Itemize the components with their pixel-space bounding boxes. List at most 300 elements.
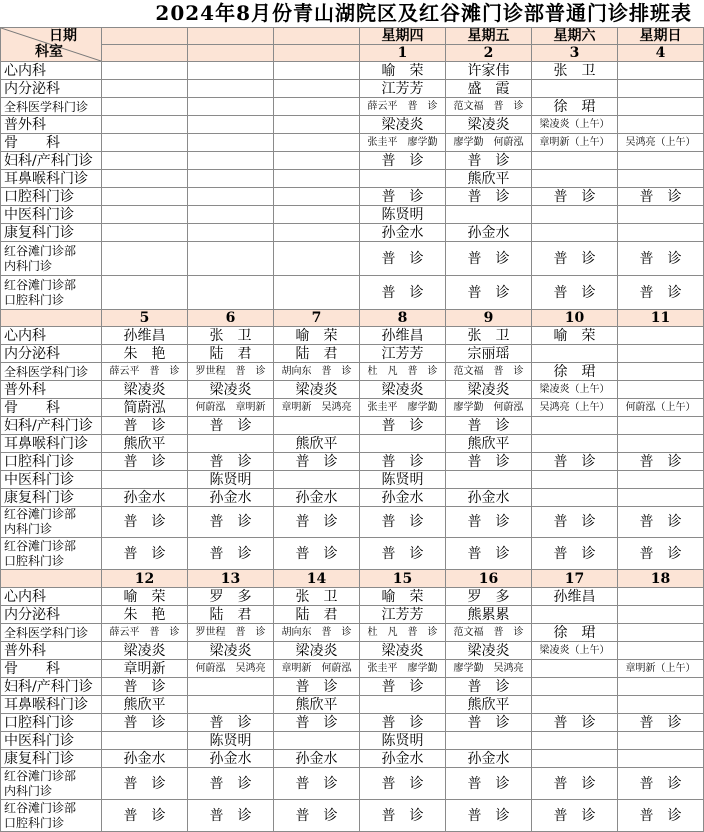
schedule-cell	[188, 80, 274, 98]
schedule-cell: 江芳芳	[360, 606, 446, 624]
schedule-cell: 普 诊	[532, 276, 618, 310]
schedule-cell	[618, 732, 704, 750]
date-cell: 6	[188, 310, 274, 327]
department-label: 妇科/产科门诊	[0, 678, 102, 696]
schedule-cell	[618, 206, 704, 224]
schedule-cell: 陆 君	[274, 606, 360, 624]
schedule-cell: 普 诊	[532, 242, 618, 276]
schedule-cell	[188, 98, 274, 116]
schedule-cell: 普 诊	[532, 800, 618, 832]
schedule-cell: 章明新 吴鸿亮	[274, 399, 360, 417]
schedule-cell	[274, 188, 360, 206]
schedule-cell	[618, 381, 704, 399]
schedule-cell	[446, 206, 532, 224]
schedule-cell: 普 诊	[618, 800, 704, 832]
schedule-cell	[360, 696, 446, 714]
schedule-cell: 孙金水	[102, 750, 188, 768]
schedule-cell	[618, 62, 704, 80]
schedule-cell	[532, 750, 618, 768]
schedule-cell: 普 诊	[274, 714, 360, 732]
schedule-cell	[618, 152, 704, 170]
schedule-cell	[618, 417, 704, 435]
schedule-cell	[274, 276, 360, 310]
schedule-cell: 普 诊	[102, 800, 188, 832]
department-label: 康复科门诊	[0, 224, 102, 242]
schedule-cell	[360, 170, 446, 188]
schedule-cell: 普 诊	[618, 507, 704, 538]
schedule-cell: 徐 珺	[532, 98, 618, 116]
schedule-cell: 张 卫	[188, 327, 274, 345]
department-label: 普外科	[0, 116, 102, 134]
schedule-cell: 普 诊	[360, 507, 446, 538]
department-label: 红谷滩门诊部 内科门诊	[0, 507, 102, 538]
schedule-cell	[618, 116, 704, 134]
schedule-cell	[360, 435, 446, 453]
date-cell: 18	[618, 570, 704, 588]
schedule-cell: 普 诊	[446, 242, 532, 276]
schedule-cell: 陈贤明	[360, 732, 446, 750]
schedule-cell	[188, 435, 274, 453]
schedule-cell	[274, 80, 360, 98]
schedule-cell	[102, 242, 188, 276]
schedule-cell: 孙金水	[360, 750, 446, 768]
schedule-cell: 陆 君	[188, 606, 274, 624]
schedule-cell: 何蔚泓 章明新	[188, 399, 274, 417]
date-cell: 8	[360, 310, 446, 327]
schedule-cell: 普 诊	[360, 276, 446, 310]
schedule-cell	[102, 80, 188, 98]
schedule-cell: 江芳芳	[360, 80, 446, 98]
department-label: 耳鼻喉科门诊	[0, 435, 102, 453]
date-header-label: 日期	[49, 28, 77, 44]
schedule-cell	[274, 134, 360, 152]
schedule-cell	[188, 224, 274, 242]
schedule-cell: 孙金水	[188, 489, 274, 507]
schedule-cell	[102, 224, 188, 242]
schedule-cell: 吴鸿亮（上午）	[532, 399, 618, 417]
schedule-cell: 孙维昌	[360, 327, 446, 345]
schedule-cell: 梁凌炎（上午）	[532, 642, 618, 660]
schedule-cell	[274, 471, 360, 489]
schedule-cell: 普 诊	[446, 188, 532, 206]
weekday-cell: 星期日	[618, 28, 704, 45]
schedule-cell: 普 诊	[102, 678, 188, 696]
schedule-cell: 普 诊	[446, 800, 532, 832]
schedule-cell	[188, 276, 274, 310]
schedule-cell: 普 诊	[618, 276, 704, 310]
department-header-label: 科室	[35, 44, 63, 60]
date-cell	[102, 45, 188, 62]
schedule-cell: 孙金水	[188, 750, 274, 768]
department-label: 心内科	[0, 327, 102, 345]
schedule-cell: 孙金水	[274, 489, 360, 507]
schedule-cell	[618, 327, 704, 345]
schedule-cell: 梁凌炎	[188, 642, 274, 660]
schedule-cell: 孙维昌	[532, 588, 618, 606]
weekday-cell	[274, 28, 360, 45]
schedule-cell: 普 诊	[102, 417, 188, 435]
department-label: 红谷滩门诊部 口腔科门诊	[0, 276, 102, 310]
schedule-cell: 徐 珺	[532, 624, 618, 642]
schedule-cell	[618, 363, 704, 381]
department-label: 全科医学科门诊	[0, 98, 102, 116]
schedule-cell: 普 诊	[446, 152, 532, 170]
schedule-cell	[274, 206, 360, 224]
department-label: 康复科门诊	[0, 750, 102, 768]
schedule-cell	[274, 62, 360, 80]
schedule-cell	[102, 732, 188, 750]
schedule-cell: 熊累累	[446, 606, 532, 624]
schedule-cell: 普 诊	[274, 678, 360, 696]
department-label: 中医科门诊	[0, 471, 102, 489]
schedule-cell: 普 诊	[532, 538, 618, 570]
schedule-cell: 罗世程 普 诊	[188, 624, 274, 642]
schedule-cell: 罗 多	[188, 588, 274, 606]
schedule-cell: 普 诊	[618, 714, 704, 732]
schedule-cell: 普 诊	[102, 538, 188, 570]
schedule-cell	[188, 170, 274, 188]
date-cell	[188, 45, 274, 62]
schedule-cell	[102, 134, 188, 152]
schedule-cell	[532, 471, 618, 489]
date-cell: 12	[102, 570, 188, 588]
schedule-cell: 熊欣平	[446, 696, 532, 714]
date-cell: 5	[102, 310, 188, 327]
schedule-cell: 张圭平 廖学勤	[360, 660, 446, 678]
schedule-cell	[274, 732, 360, 750]
schedule-cell	[532, 696, 618, 714]
schedule-cell: 普 诊	[618, 768, 704, 800]
schedule-cell	[188, 116, 274, 134]
schedule-cell	[274, 224, 360, 242]
schedule-cell: 范文福 普 诊	[446, 98, 532, 116]
department-label: 康复科门诊	[0, 489, 102, 507]
schedule-cell: 普 诊	[532, 453, 618, 471]
schedule-cell	[618, 750, 704, 768]
schedule-cell	[618, 224, 704, 242]
date-cell	[274, 45, 360, 62]
schedule-cell: 章明新	[102, 660, 188, 678]
schedule-cell	[618, 489, 704, 507]
schedule-cell	[188, 206, 274, 224]
department-label: 普外科	[0, 642, 102, 660]
schedule-cell: 梁凌炎	[360, 642, 446, 660]
schedule-cell: 张 卫	[446, 327, 532, 345]
schedule-cell	[618, 98, 704, 116]
schedule-cell	[532, 224, 618, 242]
schedule-cell	[618, 80, 704, 98]
weekday-cell: 星期六	[532, 28, 618, 45]
schedule-cell: 孙金水	[360, 224, 446, 242]
schedule-cell	[618, 606, 704, 624]
schedule-cell: 章明新（上午）	[532, 134, 618, 152]
department-label: 全科医学科门诊	[0, 624, 102, 642]
department-label: 内分泌科	[0, 606, 102, 624]
schedule-cell	[618, 678, 704, 696]
schedule-cell	[618, 435, 704, 453]
schedule-cell: 普 诊	[446, 453, 532, 471]
schedule-cell	[618, 170, 704, 188]
date-row-blank	[0, 570, 102, 588]
schedule-cell: 张 卫	[274, 588, 360, 606]
schedule-cell	[102, 188, 188, 206]
department-label: 骨 科	[0, 660, 102, 678]
schedule-cell: 梁凌炎	[274, 381, 360, 399]
schedule-cell	[532, 732, 618, 750]
schedule-cell: 喻 荣	[360, 588, 446, 606]
schedule-cell: 何蔚泓 吴鸿亮	[188, 660, 274, 678]
schedule-cell: 陆 君	[274, 345, 360, 363]
date-cell: 10	[532, 310, 618, 327]
schedule-cell: 孙金水	[102, 489, 188, 507]
schedule-cell: 普 诊	[188, 768, 274, 800]
schedule-cell: 廖学勤 何蔚泓	[446, 399, 532, 417]
weekday-cell	[102, 28, 188, 45]
schedule-cell	[532, 435, 618, 453]
date-cell: 1	[360, 45, 446, 62]
schedule-cell: 章明新（上午）	[618, 660, 704, 678]
schedule-cell	[188, 242, 274, 276]
schedule-cell: 普 诊	[446, 276, 532, 310]
schedule-cell: 梁凌炎	[102, 381, 188, 399]
department-label: 红谷滩门诊部 口腔科门诊	[0, 538, 102, 570]
schedule-cell: 朱 艳	[102, 345, 188, 363]
schedule-cell	[102, 276, 188, 310]
schedule-cell: 普 诊	[618, 538, 704, 570]
schedule-cell: 梁凌炎	[102, 642, 188, 660]
schedule-cell	[618, 588, 704, 606]
date-cell: 14	[274, 570, 360, 588]
schedule-cell: 普 诊	[446, 507, 532, 538]
schedule-cell	[188, 696, 274, 714]
schedule-cell: 普 诊	[360, 453, 446, 471]
schedule-cell: 陈贤明	[360, 206, 446, 224]
schedule-cell	[446, 471, 532, 489]
schedule-cell: 张圭平 廖学勤	[360, 134, 446, 152]
schedule-cell: 薛云平 普 诊	[360, 98, 446, 116]
schedule-cell: 普 诊	[188, 538, 274, 570]
schedule-cell: 薛云平 普 诊	[102, 363, 188, 381]
schedule-cell: 吴鸿亮（上午）	[618, 134, 704, 152]
department-label: 普外科	[0, 381, 102, 399]
schedule-cell: 普 诊	[102, 507, 188, 538]
schedule-cell	[532, 489, 618, 507]
schedule-cell: 孙金水	[446, 224, 532, 242]
schedule-cell	[618, 345, 704, 363]
date-cell: 3	[532, 45, 618, 62]
department-label: 红谷滩门诊部 内科门诊	[0, 768, 102, 800]
schedule-cell: 章明新 何蔚泓	[274, 660, 360, 678]
schedule-cell: 朱 艳	[102, 606, 188, 624]
schedule-cell: 喻 荣	[274, 327, 360, 345]
schedule-cell	[102, 62, 188, 80]
department-label: 骨 科	[0, 399, 102, 417]
schedule-cell: 普 诊	[360, 768, 446, 800]
schedule-cell: 陈贤明	[188, 732, 274, 750]
schedule-cell: 普 诊	[618, 242, 704, 276]
schedule-cell: 普 诊	[532, 714, 618, 732]
schedule-cell: 盛 霞	[446, 80, 532, 98]
department-label: 中医科门诊	[0, 206, 102, 224]
schedule-cell: 普 诊	[102, 768, 188, 800]
schedule-cell: 胡向东 普 诊	[274, 363, 360, 381]
schedule-cell: 喻 荣	[102, 588, 188, 606]
schedule-cell: 普 诊	[188, 507, 274, 538]
schedule-cell	[102, 170, 188, 188]
schedule-cell	[274, 98, 360, 116]
schedule-cell: 普 诊	[532, 507, 618, 538]
schedule-cell: 普 诊	[532, 188, 618, 206]
date-cell: 11	[618, 310, 704, 327]
date-cell: 15	[360, 570, 446, 588]
schedule-cell: 普 诊	[274, 800, 360, 832]
schedule-cell: 梁凌炎	[360, 116, 446, 134]
schedule-cell: 张圭平 廖学勤	[360, 399, 446, 417]
schedule-cell: 梁凌炎（上午）	[532, 381, 618, 399]
schedule-cell	[274, 170, 360, 188]
schedule-cell	[188, 152, 274, 170]
schedule-cell: 熊欣平	[102, 696, 188, 714]
schedule-cell	[102, 471, 188, 489]
schedule-cell: 熊欣平	[274, 435, 360, 453]
weekday-cell	[188, 28, 274, 45]
schedule-cell: 孙金水	[360, 489, 446, 507]
schedule-cell: 普 诊	[446, 417, 532, 435]
schedule-cell: 普 诊	[446, 714, 532, 732]
department-label: 口腔科门诊	[0, 453, 102, 471]
schedule-cell: 普 诊	[360, 538, 446, 570]
date-cell: 9	[446, 310, 532, 327]
schedule-cell: 普 诊	[618, 453, 704, 471]
schedule-cell: 普 诊	[360, 417, 446, 435]
page-title: 2024年8月份青山湖院区及红谷滩门诊部普通门诊排班表	[0, 0, 704, 28]
schedule-cell: 廖学勤 何蔚泓	[446, 134, 532, 152]
schedule-cell: 普 诊	[360, 714, 446, 732]
schedule-cell: 普 诊	[274, 507, 360, 538]
schedule-cell	[102, 98, 188, 116]
schedule-cell: 宗丽瑶	[446, 345, 532, 363]
department-label: 内分泌科	[0, 345, 102, 363]
department-label: 红谷滩门诊部 口腔科门诊	[0, 800, 102, 832]
schedule-cell: 普 诊	[446, 538, 532, 570]
header-corner	[0, 28, 102, 62]
schedule-cell: 普 诊	[360, 800, 446, 832]
schedule-cell: 何蔚泓（上午）	[618, 399, 704, 417]
date-cell: 13	[188, 570, 274, 588]
schedule-cell: 熊欣平	[446, 170, 532, 188]
schedule-cell: 梁凌炎	[446, 116, 532, 134]
date-row-blank	[0, 310, 102, 327]
schedule-cell: 普 诊	[188, 453, 274, 471]
schedule-cell: 薛云平 普 诊	[102, 624, 188, 642]
schedule-cell: 普 诊	[360, 242, 446, 276]
schedule-cell: 普 诊	[188, 417, 274, 435]
schedule-cell: 普 诊	[188, 800, 274, 832]
schedule-cell: 孙维昌	[102, 327, 188, 345]
schedule-cell: 陈贤明	[360, 471, 446, 489]
schedule-cell: 喻 荣	[360, 62, 446, 80]
schedule-cell: 孙金水	[446, 750, 532, 768]
date-cell: 2	[446, 45, 532, 62]
department-label: 骨 科	[0, 134, 102, 152]
schedule-cell: 罗 多	[446, 588, 532, 606]
department-label: 耳鼻喉科门诊	[0, 170, 102, 188]
schedule-cell: 胡向东 普 诊	[274, 624, 360, 642]
schedule-cell: 熊欣平	[446, 435, 532, 453]
schedule-cell	[188, 134, 274, 152]
schedule-cell	[274, 417, 360, 435]
schedule-cell: 普 诊	[532, 768, 618, 800]
schedule-cell: 孙金水	[274, 750, 360, 768]
schedule-cell	[618, 696, 704, 714]
schedule-cell	[532, 345, 618, 363]
schedule-cell: 普 诊	[102, 453, 188, 471]
schedule-cell: 孙金水	[446, 489, 532, 507]
department-label: 心内科	[0, 62, 102, 80]
schedule-cell: 梁凌炎	[446, 642, 532, 660]
department-label: 口腔科门诊	[0, 188, 102, 206]
weekday-cell: 星期四	[360, 28, 446, 45]
schedule-cell: 梁凌炎	[446, 381, 532, 399]
schedule-cell: 罗世程 普 诊	[188, 363, 274, 381]
schedule-cell: 杜 凡 普 诊	[360, 363, 446, 381]
schedule-cell: 熊欣平	[274, 696, 360, 714]
schedule-cell: 徐 珺	[532, 363, 618, 381]
schedule-cell	[532, 170, 618, 188]
schedule-cell	[274, 152, 360, 170]
schedule-cell: 普 诊	[274, 453, 360, 471]
schedule-cell: 普 诊	[446, 768, 532, 800]
department-label: 红谷滩门诊部 内科门诊	[0, 242, 102, 276]
schedule-cell	[532, 152, 618, 170]
schedule-cell: 普 诊	[274, 538, 360, 570]
schedule-cell: 杜 凡 普 诊	[360, 624, 446, 642]
department-label: 妇科/产科门诊	[0, 152, 102, 170]
schedule-cell: 普 诊	[360, 152, 446, 170]
schedule-cell: 普 诊	[360, 678, 446, 696]
schedule-cell	[532, 80, 618, 98]
schedule-cell: 普 诊	[360, 188, 446, 206]
schedule-cell	[532, 678, 618, 696]
schedule-cell: 普 诊	[618, 188, 704, 206]
date-cell: 7	[274, 310, 360, 327]
schedule-cell: 普 诊	[188, 714, 274, 732]
date-cell: 16	[446, 570, 532, 588]
schedule-cell	[102, 116, 188, 134]
schedule-cell: 梁凌炎	[360, 381, 446, 399]
schedule-cell: 范文福 普 诊	[446, 624, 532, 642]
department-label: 全科医学科门诊	[0, 363, 102, 381]
schedule-cell: 许家伟	[446, 62, 532, 80]
schedule-cell	[618, 471, 704, 489]
schedule-cell	[532, 206, 618, 224]
schedule-cell: 陈贤明	[188, 471, 274, 489]
schedule-cell	[618, 642, 704, 660]
schedule-cell: 廖学勤 吴鸿亮	[446, 660, 532, 678]
department-label: 心内科	[0, 588, 102, 606]
date-cell: 17	[532, 570, 618, 588]
schedule-cell	[102, 206, 188, 224]
schedule-cell	[188, 678, 274, 696]
weekday-cell: 星期五	[446, 28, 532, 45]
department-label: 口腔科门诊	[0, 714, 102, 732]
schedule-cell	[618, 624, 704, 642]
schedule-cell: 普 诊	[102, 714, 188, 732]
schedule-cell: 张 卫	[532, 62, 618, 80]
schedule-cell	[532, 417, 618, 435]
department-label: 内分泌科	[0, 80, 102, 98]
schedule-cell	[532, 660, 618, 678]
